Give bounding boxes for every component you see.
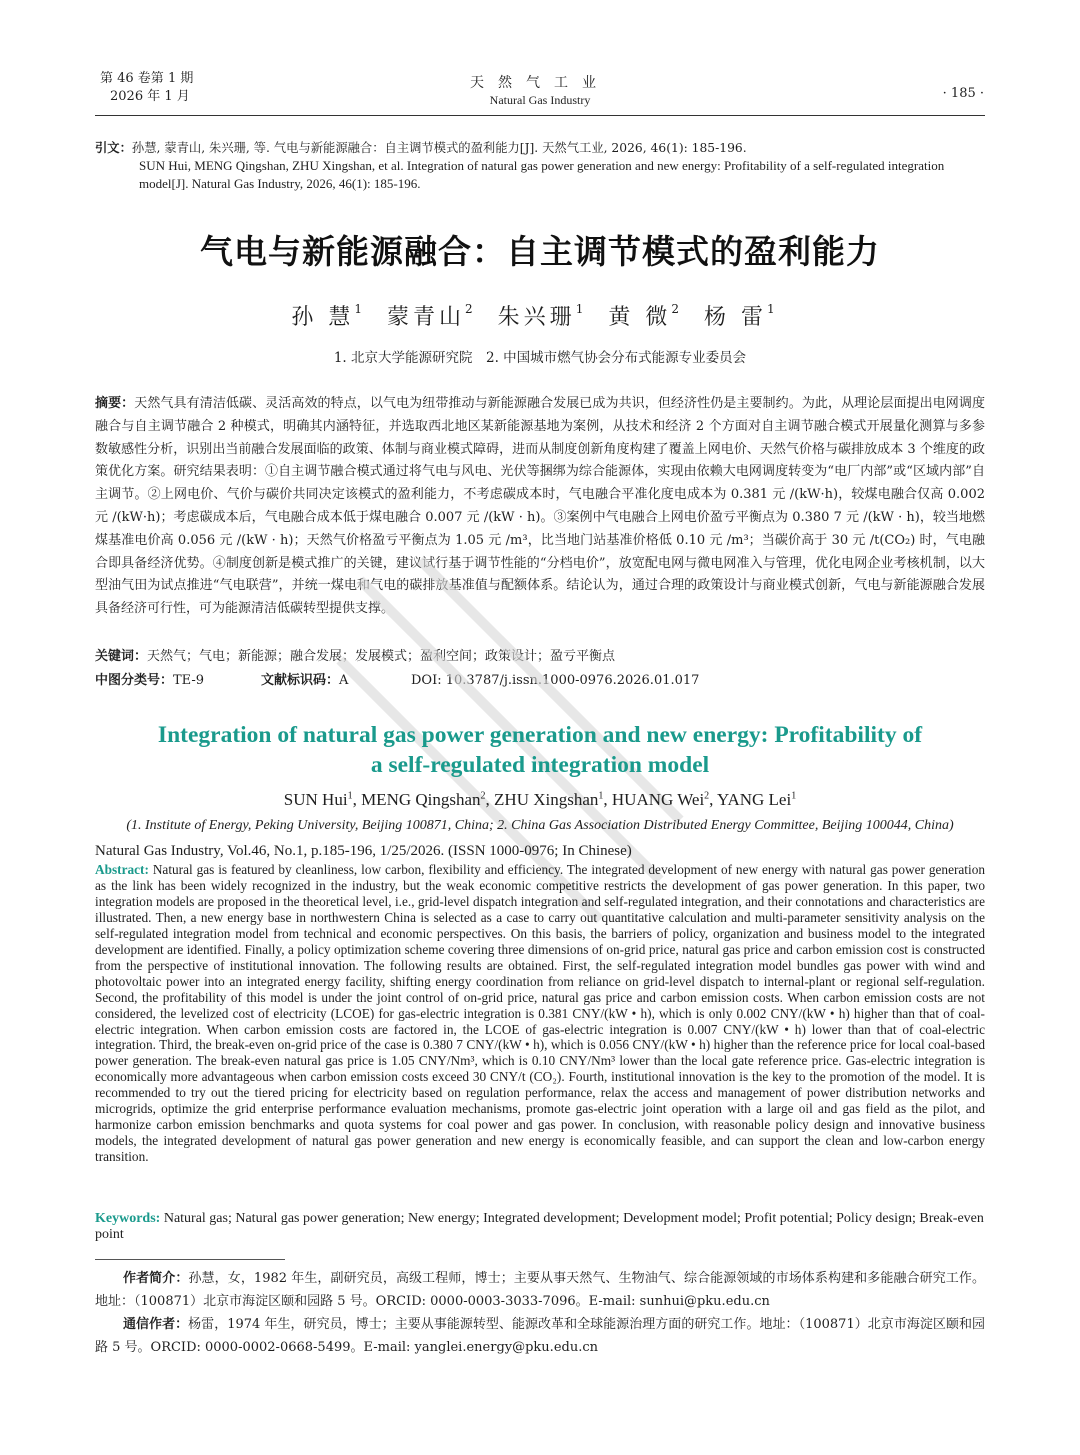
author-name-en: MENG Qingshan — [361, 790, 481, 809]
keywords-en — [95, 1211, 985, 1243]
author-affiliation-mark: 1 — [354, 302, 363, 316]
author-bio — [95, 1268, 985, 1313]
author-affiliation-mark: 1 — [347, 790, 353, 802]
date-label: 2026 年 1 月 — [110, 89, 190, 104]
author-name: 杨 雷 — [703, 305, 767, 330]
author-affiliation-mark: 1 — [766, 302, 775, 316]
header-divider — [95, 115, 985, 116]
author-list-cn — [0, 300, 1080, 331]
author-affiliation-mark: 2 — [480, 790, 486, 802]
author-name: 孙 慧 — [291, 305, 355, 330]
abstract-en-label: Abstract: — [95, 862, 149, 877]
citation-en: SUN Hui, MENG Qingshan, ZHU Xingshan, et al. Integration of natural gas power generation and new energy: Profitability of a self-regulated integration model[J]. Natural Gas Industry, 2026, 46(1): 185-196. — [139, 158, 945, 191]
author-list-en: SUN Hui$^1$, MENG Qingshan$^2$, ZHU Xingshan$^1$, HUANG Wei$^2$, YANG Lei$^1$ — [283, 790, 797, 809]
article-title-en-line1: Integration of natural gas power generation and new energy: Profitability of — [157, 722, 923, 748]
journal-title-cn: 天然气工业 — [470, 75, 610, 91]
article-title-en — [0, 720, 1080, 780]
citation-cn: 孙慧, 蒙青山, 朱兴珊, 等. 气电与新能源融合：自主调节模式的盈利能力[J]. 天然气工业, 2026, 46(1): 185-196. — [131, 141, 747, 155]
author-name: 蒙青山 — [387, 305, 466, 330]
author-name-en: HUANG Wei — [611, 790, 705, 809]
author-affiliation-mark: 1 — [575, 302, 584, 316]
author-affiliation-mark: 1 — [598, 790, 604, 802]
article-title-en-line2: a self-regulated integration model — [370, 752, 710, 778]
author-bio-text: 孙慧，女，1982 年生，副研究员，高级工程师，博士；主要从事天然气、生物油气、综合能源领域的市场体系构建和多能融合研究工作。地址：（100871）北京市海淀区颐和园路 5 号。ORCID: 0000-0003-3033-7096。E-mail: sunhui@pku.edu.cn — [95, 1271, 985, 1309]
volume-label: 第 46 卷第 1 期 — [100, 71, 194, 86]
author-affiliation-mark: 2 — [465, 302, 473, 316]
abstract-en — [95, 862, 985, 1165]
affiliations-cn: 1. 北京大学能源研究院 2. 中国城市燃气协会分布式能源专业委员会 — [333, 350, 747, 366]
abstract-cn-label: 摘要： — [95, 396, 135, 411]
author-name-en: ZHU Xingshan — [494, 790, 599, 809]
journal-title-en: Natural Gas Industry — [489, 93, 591, 107]
author-name: 朱兴珊 — [497, 305, 576, 330]
author-bio-label: 作者简介： — [123, 1271, 189, 1286]
citation-block — [95, 139, 985, 193]
keywords-cn-text: 天然气；气电；新能源；融合发展；发展模式；盈利空间；政策设计；盈亏平衡点 — [147, 649, 616, 664]
corresponding-author-text: 杨雷，1974 年生，研究员，博士；主要从事能源转型、能源改革和全球能源治理方面的研究工作。地址：（100871）北京市海淀区颐和园路 5 号。ORCID: 0000-0002-0668-5499。E-mail: yanglei.energy@pku.edu.cn — [95, 1317, 985, 1355]
footnote-divider — [95, 1259, 285, 1260]
author-affiliation-mark: 2 — [704, 790, 710, 802]
corresponding-author-label: 通信作者： — [123, 1317, 189, 1332]
page-number: · 185 · — [942, 86, 984, 101]
clc-label: 中图分类号： — [95, 673, 174, 688]
author-affiliation-mark: 2 — [671, 302, 679, 316]
doc-code-label: 文献标识码： — [261, 673, 340, 688]
corresponding-author — [95, 1314, 985, 1359]
clc-code: TE-9 — [173, 673, 205, 688]
abstract-cn-text: 天然气具有清洁低碳、灵活高效的特点，以气电为纽带推动与新能源融合发展已成为共识，但经济性仍是主要制约。为此，从理论层面提出电网调度融合与自主调节融合 2 种模式，明确其内涵特征，并选取西北地区某新能源基地为案例，从技术和经济 2 个方面对自主调节融合模式开展量化测算与多参数敏感性分析，识别出当前融合发展面临的政策、体制与商业模式障碍，进而从制度创新角度构建了覆盖上网电价、天然气价格与碳排放成本 3 个维度的政策优化方案。研究结果表明：①自主调节融合模式通过将气电与风电、光伏等捆绑为综合能源体，实现由依赖大电网调度转变为“电厂内部”或“区域内部”自主调节。②上网电价、气价与碳价共同决定该模式的盈利能力，不考虑碳成本时，气电融合平准化度电成本为 0.381 元 /(kW·h)，较煤电融合仅高 0.002 元 /(kW·h)；考虑碳成本后，气电融合成本低于煤电融合 0.007 元 /(kW · h)。③案例中气电融合上网电价盈亏平衡点为 0.380 7 元 /(kW · h)，较当地燃煤基准电价高 0.056 元 /(kW · h)；天然气价格盈亏平衡点为 1.05 元 /m³，比当地门站基准价格低 0.10 元 /m³；当碳价高于 30 元 /t(CO₂) 时，气电融合即具备经济优势。④制度创新是模式推广的关键，建议试行基于调节性能的“分档电价”，放宽配电网与微电网准入与管理，优化电网企业考核机制，以大型油气田为试点推进“气电联营”，并统一煤电和气电的碳排放基准值与配额体系。结论认为，通过合理的政策设计与商业模式创新，气电与新能源融合发展具备经济可行性，可为能源清洁低碳转型提供支撑。 — [95, 396, 985, 617]
keywords-cn-label: 关键词： — [95, 649, 148, 664]
journal-masthead — [0, 72, 1080, 108]
article-title-cn: 气电与新能源融合：自主调节模式的盈利能力 — [200, 232, 880, 271]
citation-label: 引文： — [95, 140, 132, 155]
author-name-en: SUN Hui — [283, 790, 348, 809]
doi[interactable]: DOI: 10.3787/j.issn.1000-0976.2026.01.017 — [411, 673, 700, 688]
keywords-en-label: Keywords: — [95, 1211, 161, 1226]
abstract-en-text: Natural gas is featured by cleanliness, low carbon, flexibility and efficiency. The integrated development of new energy with natural gas power generation as the link has been widely recognized in the industry, but the weak economic competitive restricts the development of gas power generation. In this paper, two integration models are proposed in the theoretical level, i.e., grid-level dispatch integration and self-regulated integration, and their connotations and characteristics are illustrated. Then, a new energy base in northwestern China is selected as a case to carry out quantitative calculation and multi-parameter sensitivity analysis on the self-regulated integration model from technical and economic perspectives. On this basis, the barriers of policy, organization and business model to the integrated development are identified. Finally, a policy optimization scheme covering three dimensions of on-grid price, natural gas price and carbon emission cost is constructed from the perspective of institutional innovation. The following results are obtained. First, the self-regulated integration model bundles gas power with wind and photovoltaic power into an integrated energy facility, shifting energy coordination from reliance on grid-level dispatch to internal-plant or regional self-regulation. Second, the profitability of this model is under the joint control of on-grid price, natural gas price and carbon emission costs. When carbon emission costs are not considered, the levelized cost of electricity (LCOE) for gas-electric integration is 0.381 CNY/(kW • h), which is only 0.002 CNY/(kW • h) higher than that of coal-electric integration. When carbon emission costs are factored in, the LCOE of gas-electric integration is 0.007 CNY/(kW • h) lower than that of coal-electric integration. Third, the break-even on-grid price of the case is 0.380 7 CNY/(kW • h), which is 0.056 CNY/(kW • h) higher than the reference price for local coal-based power generation. The break-even natural gas price is 1.05 CNY/Nm³, which is 0.10 CNY/Nm³ lower than the local gate reference price. Gas-electric integration is economically more advantageous when carbon emission costs exceed 30 CNY/t (CO₂). Fourth, institutional innovation is the key to the promotion of the model. It is recommended to try out the tiered pricing for electricity based on regulation performance, relax the access and management of power distribution networks and microgrids, optimize the grid enterprise performance evaluation mechanisms, promote gas-electric joint operation with a large oil and gas field as the pilot, and harmonize carbon emission benchmarks and quota systems for coal power and gas power. In conclusion, with reasonable policy design and innovative business models, the integrated development of natural gas power generation and new energy is economically feasible, and can support the clean and low-carbon energy transition. — [95, 862, 985, 1165]
author-name: 黄 微 — [608, 305, 672, 330]
doc-code: A — [339, 673, 349, 688]
author-affiliation-mark: 1 — [791, 790, 797, 802]
affiliations-en: (1. Institute of Energy, Peking University, Beijing 100871, China; 2. China Gas Association Distributed Energy Committee, Beijing 100044, China) — [126, 818, 954, 833]
journal-info-en: Natural Gas Industry, Vol.46, No.1, p.185-196, 1/25/2026. (ISSN 1000-0976; In Chinese) — [95, 843, 632, 859]
keywords-en-text: Natural gas; Natural gas power generation; New energy; Integrated development; Development model; Profit potential; Policy design; Break-even point — [95, 1211, 984, 1242]
author-name-en: YANG Lei — [717, 790, 792, 809]
